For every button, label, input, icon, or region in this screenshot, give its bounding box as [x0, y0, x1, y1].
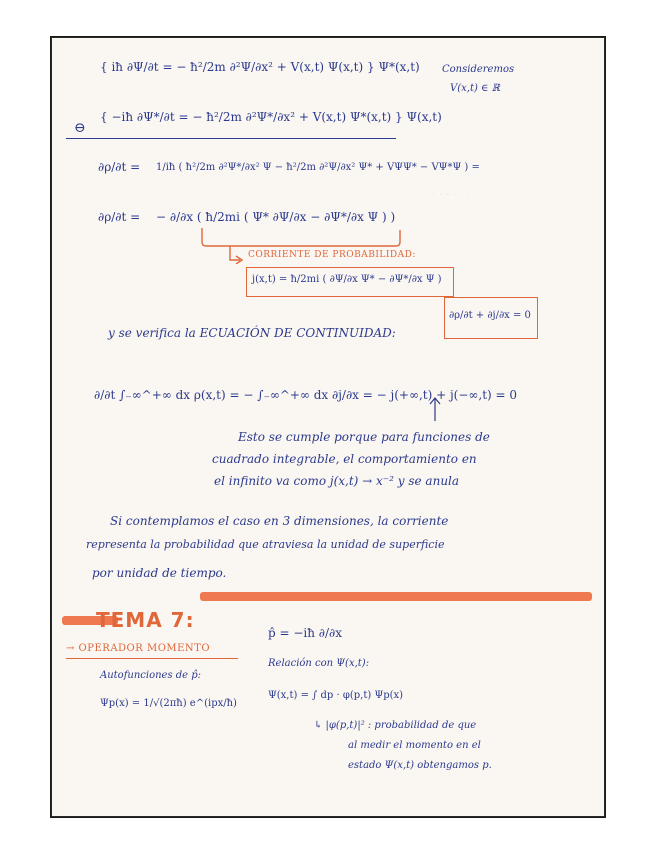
- note-1-line-1: Esto se cumple porque para funciones de: [238, 430, 490, 444]
- side-note-consider: Consideremos: [442, 64, 515, 75]
- subtract-marker: ⊖: [74, 120, 86, 136]
- notebook-page: [52, 38, 604, 816]
- derivation-line-2-rhs: − ∂/∂x ( ħ/2mi ( Ψ* ∂Ψ/∂x − ∂Ψ*/∂x Ψ ) ): [156, 210, 396, 224]
- bleed-through-text: · · · · · ·: [432, 188, 471, 201]
- probability-line-3: estado Ψ(x,t) obtengamos p.: [348, 760, 492, 771]
- current-formula: j(x,t) = ħ/2mi ( ∂Ψ/∂x Ψ* − ∂Ψ*/∂x Ψ ): [252, 274, 442, 285]
- side-note-real-potential: V(x,t) ∈ ℝ: [450, 83, 500, 94]
- relation-label: Relación con Ψ(x,t):: [268, 658, 370, 669]
- integral-equation: ∂/∂t ∫₋∞^+∞ dx ρ(x,t) = − ∫₋∞^+∞ dx ∂j/∂x = − j(+∞,t) + j(−∞,t) = 0: [94, 388, 518, 402]
- derivation-line-2-lhs: ∂ρ/∂t =: [98, 210, 141, 224]
- note-2-line-1: Si contemplamos el caso en 3 dimensiones, la corriente: [110, 514, 449, 528]
- up-arrow-icon: [428, 395, 442, 423]
- continuity-text: y se verifica la ECUACIÓN DE CONTINUIDAD:: [108, 326, 396, 340]
- momentum-heading-underline: [66, 658, 238, 659]
- momentum-operator: p̂ = −iħ ∂/∂x: [268, 626, 343, 640]
- derivation-line-1-lhs: ∂ρ/∂t =: [98, 160, 141, 174]
- note-1-line-3: el infinito va como j(x,t) → x⁻² y se anula: [214, 474, 460, 488]
- note-2-line-2: representa la probabilidad que atraviesa la unidad de superficie: [86, 538, 445, 551]
- derivation-line-1-rhs: 1/iħ ( ħ²/2m ∂²Ψ*/∂x² Ψ − ħ²/2m ∂²Ψ/∂x² Ψ* + VΨΨ* − VΨ*Ψ ) =: [156, 162, 480, 173]
- continuity-formula: ∂ρ/∂t + ∂j/∂x = 0: [449, 310, 531, 321]
- conjugate-schrodinger-equation: { −iħ ∂Ψ*/∂t = − ħ²/2m ∂²Ψ*/∂x² + V(x,t) Ψ*(x,t) } Ψ(x,t): [100, 110, 442, 124]
- schrodinger-equation-conj-multiplied: { iħ ∂Ψ/∂t = − ħ²/2m ∂²Ψ/∂x² + V(x,t) Ψ(x,t) } Ψ*(x,t): [100, 60, 420, 74]
- expansion-formula: Ψ(x,t) = ∫ dp · φ(p,t) Ψp(x): [268, 690, 404, 701]
- probability-line-2: al medir el momento en el: [348, 740, 481, 751]
- tema-highlight-right: [200, 592, 592, 601]
- section-divider: [66, 138, 396, 139]
- tema-title: TEMA 7:: [96, 608, 195, 632]
- note-2-line-3: por unidad de tiempo.: [92, 566, 227, 580]
- momentum-heading: → OPERADOR MOMENTO: [66, 643, 211, 654]
- note-1-line-2: cuadrado integrable, el comportamiento en: [212, 452, 477, 466]
- current-label: CORRIENTE DE PROBABILIDAD:: [248, 250, 416, 260]
- eigenfunctions-label: Autofunciones de p̂:: [100, 670, 202, 681]
- probability-line-1: ↳ |φ(p,t)|² : probabilidad de que: [314, 720, 477, 731]
- eigenfunction-formula: Ψp(x) = 1/√(2πħ) e^(ipx/ħ): [100, 698, 237, 709]
